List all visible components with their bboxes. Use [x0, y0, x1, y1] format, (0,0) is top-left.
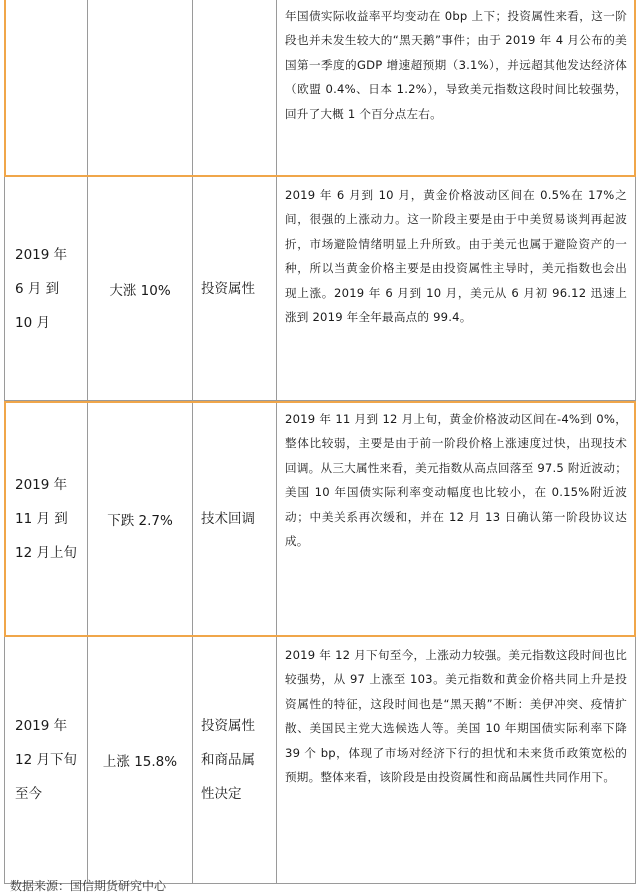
change-cell: 上涨 15.8% [88, 637, 193, 884]
attribute-cell: 投资属性 [193, 177, 277, 401]
table-row [4, 637, 636, 884]
description-cell: 2019 年 6 月到 10 月，黄金价格波动区间在 0.5%在 17%之间，很强的上涨动力。这一阶段主要是由于中美贸易谈判再起波折，市场避险情绪明显上升所致。由于美元也属于避险资产的一种，所以当黄金价格主要是由投资属性主导时，美元指数也会出现上涨。2019 年 6 月到 10 月，美元从 6 月初 96.12 迅速上涨到 2019 年全年最高点的 99.4。 [277, 177, 636, 401]
attribute-cell: 技术回调 [193, 401, 277, 637]
period-cell: 2019 年 11 月 到 12 月上旬 [4, 401, 88, 637]
change-cell: 下跌 2.7% [88, 401, 193, 637]
analysis-table [4, 0, 636, 884]
change-cell [88, 0, 193, 177]
period-cell: 2019 年 6 月 到 10 月 [4, 177, 88, 401]
source-footnote: 数据来源：国信期货研究中心 [10, 879, 167, 893]
period-cell [4, 0, 88, 177]
table-row [4, 0, 636, 177]
change-cell: 大涨 10% [88, 177, 193, 401]
description-cell: 2019 年 12 月下旬至今，上涨动力较强。美元指数这段时间也比较强势，从 97 上涨至 103。美元指数和黄金价格共同上升是投资属性的特征，这段时间也是“黑天鹅”不断：美伊冲突、疫情扩散、美国民主党大选候选人等。美国 10 年期国债实际利率下降 39 个 bp，体现了市场对经济下行的担忧和未来货币政策宽松的预期。整体来看，该阶段是由投资属性和商品属性共同作用下。 [277, 637, 636, 884]
period-cell: 2019 年 12 月下旬至今 [4, 637, 88, 884]
attribute-cell [193, 0, 277, 177]
table-row [4, 401, 636, 637]
description-cell: 年国债实际收益率平均变动在 0bp 上下；投资属性来看，这一阶段也并未发生较大的“黑天鹅”事件；由于 2019 年 4 月公布的美国第一季度的GDP 增速超预期（3.1%），并远超其他发达经济体（欧盟 0.4%、日本 1.2%），导致美元指数这段时间比较强势，回升了大概 1 个百分点左右。 [277, 0, 636, 177]
description-cell: 2019 年 11 月到 12 月上旬，黄金价格波动区间在-4%到 0%，整体比较弱，主要是由于前一阶段价格上涨速度过快，出现技术回调。从三大属性来看，美元指数从高点回落至 97.5 附近波动；美国 10 年国债实际利率变动幅度也比较小，在 0.15%附近波动；中美关系再次缓和，并在 12 月 13 日确认第一阶段协议达成。 [277, 401, 636, 637]
attribute-cell: 投资属性和商品属性决定 [193, 637, 277, 884]
table-row [4, 177, 636, 401]
